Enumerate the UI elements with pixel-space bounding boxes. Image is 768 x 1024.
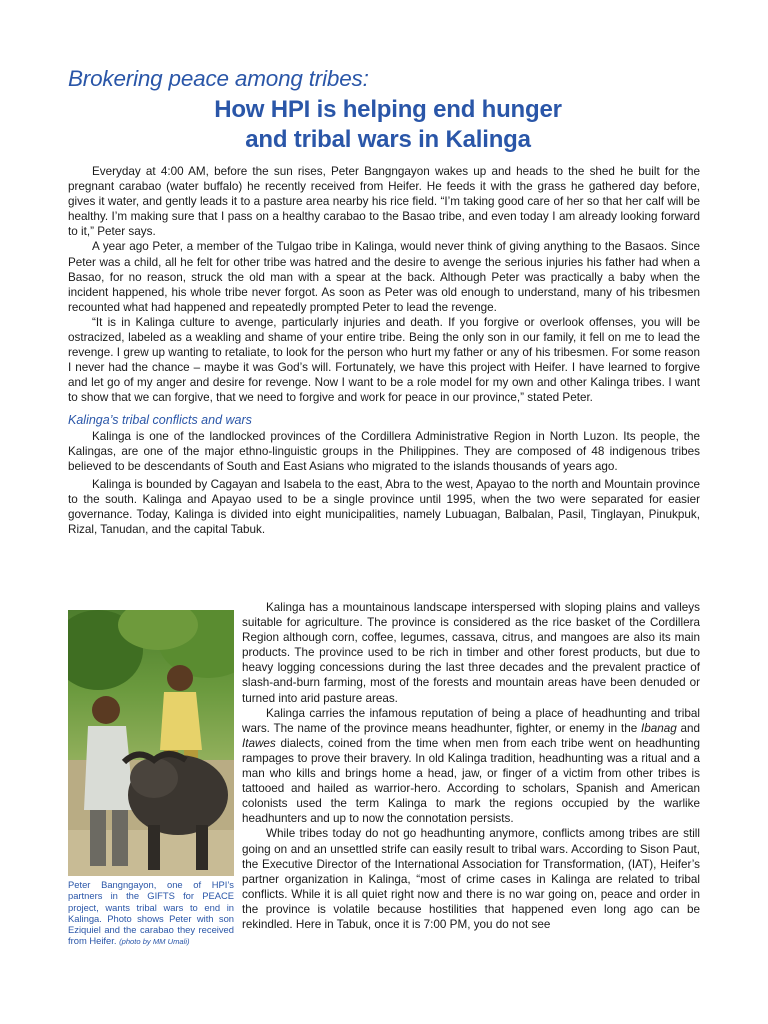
paragraph-4: Kalinga is one of the landlocked provinces of the Cordillera Administrative Region in North Luzon. Its people, the Kalingas, are one of the major ethno-linguistic groups in the Philippines. They are composed of 48 indigenous tribes believed to be descendants of South and East Asians who migrated to the islands thousands of years ago. [68,429,700,473]
caption-text: Peter Bangngayon, one of HPI’s partners in the GIFTS for PEACE project, wants tribal wars to end in Kalinga. Photo shows Peter with son Eziquiel and the carabao they received from Heifer. [68,879,234,947]
paragraph-3: “It is in Kalinga culture to avenge, particularly injuries and death. If you forgive or overlook offenses, you will be ostracized, labeled as a weakling and shame of your entire tribe. Being the only son in our family, it fell on me to lead the revenge. I grew up wanting to retaliate, to look for the person who hurt my father or any of his tribesmen. For some reason I never had the chance – maybe it was God’s will. Fortunately, we have this project with Heifer. I have learned to forgive and let go of my anger and desire for revenge. Now I want to be a role model for my own and other Kalinga tribes. I want to show that we can forgive, that we need to forgive and work for peace in our province,” stated Peter. [68,315,700,405]
p7-itawes: Itawes [242,736,276,750]
paragraph-2: A year ago Peter, a member of the Tulgao tribe in Kalinga, would never think of giving anything to the Basaos. Since Peter was a child, all he felt for other tribe was hatred and the desire to avenge the serious injuries his father had when a Basao, for no reason, struck the old man with a spear at the back. Although Peter was practically a baby when the incident happened, his whole tribe never forgot. As soon as Peter was old enough to understand, many of his tribesmen recounted what had happened and repeatedly prompted Peter to lead the revenge. [68,240,700,314]
article-headline-line-1: How HPI is helping end hunger [214,96,562,123]
section-subhead: Kalinga’s tribal conflicts and wars [68,412,252,427]
p7-ibanag: Ibanag [640,721,677,735]
photo-illustration [68,610,234,876]
p7-text-b: dialects, coined from the time when men from each tribe went on headhunting rampages to prove their bravery. In old Kalinga tradition, headhunting was a ritual and a man who kills and brings home a head, jaw, or finger of a victim from other tribes is tattooed and hailed as warrior-hero. According to scholars, Spanish and American colonists used the term Kalinga to mark the regions occupied by the warlike headhunters and up to now the connotation persists. [242,736,700,826]
caption-credit: (photo by MM Umali) [119,937,190,947]
paragraph-8: While tribes today do not go headhunting anymore, conflicts among tribes are still going on and an unsettled strife can easily result to tribal wars. According to Sison Paut, the Executive Director of the International Association for Transformation, (IAT), Heifer’s partner organization in Kalinga, “most of crime cases in Kalinga are related to tribal conflicts. While it is all quiet right now and there is no war going on, peace and order in the province is volatile because hostilities that happened even long ago can be rekindled. Here in Tabuk, once it is 7:00 PM, you do not see [242,827,700,931]
paragraph-6: Kalinga has a mountainous landscape interspersed with sloping plains and valleys suitable for agriculture. The province is considered as the rice basket of the Cordillera Region although corn, coffee, legumes, cassava, citrus, and mangoes are also its main products. The province used to be rich in timber and other forest products, but due to heavy logging concessions during the last three decades and the prevalent practice of slash-and-burn farming, most of the forests and mountain areas have been denuded or turned into arid pasture areas. [242,601,700,705]
article-headline-line-2: and tribal wars in Kalinga [245,126,531,153]
photo-man-boy-carabao [68,610,234,876]
photo-figure [68,610,234,948]
article-body [68,164,700,537]
photo-caption [68,879,234,948]
article-kicker: Brokering peace among tribes: [68,66,369,91]
paragraph-5: Kalinga is bounded by Cagayan and Isabela to the east, Abra to the west, Apayao to the north and Mountain province to the south. Kalinga and Apayao used to be a single province until 1995, when the two were separated for easier governance. Today, Kalinga is divided into eight municipalities, namely Lubuagan, Balbalan, Pasil, Tinglayan, Pinukpuk, Rizal, Tanudan, and the capital Tabuk. [68,477,700,537]
p7-text-a: Kalinga carries the infamous reputation of being a place of headhunting and tribal wars. The name of the province means headhunter, fighter, or enemy in the [242,706,700,735]
paragraph-1: Everyday at 4:00 AM, before the sun rises, Peter Bangngayon wakes up and heads to the shed he built for the pregnant carabao (water buffalo) he recently received from Heifer. He feeds it with the grass he gathered day before, gives it water, and gently leads it to a pasture area nearby his rice field. “I’m taking good care of her so that her calf will be healthy. I’m making sure that I pass on a healthy carabao to the Basao tribe, and even today I am already looking forward to it,” Peter says. [68,165,700,239]
p7-and: and [676,721,700,735]
wrapped-section [68,600,700,948]
